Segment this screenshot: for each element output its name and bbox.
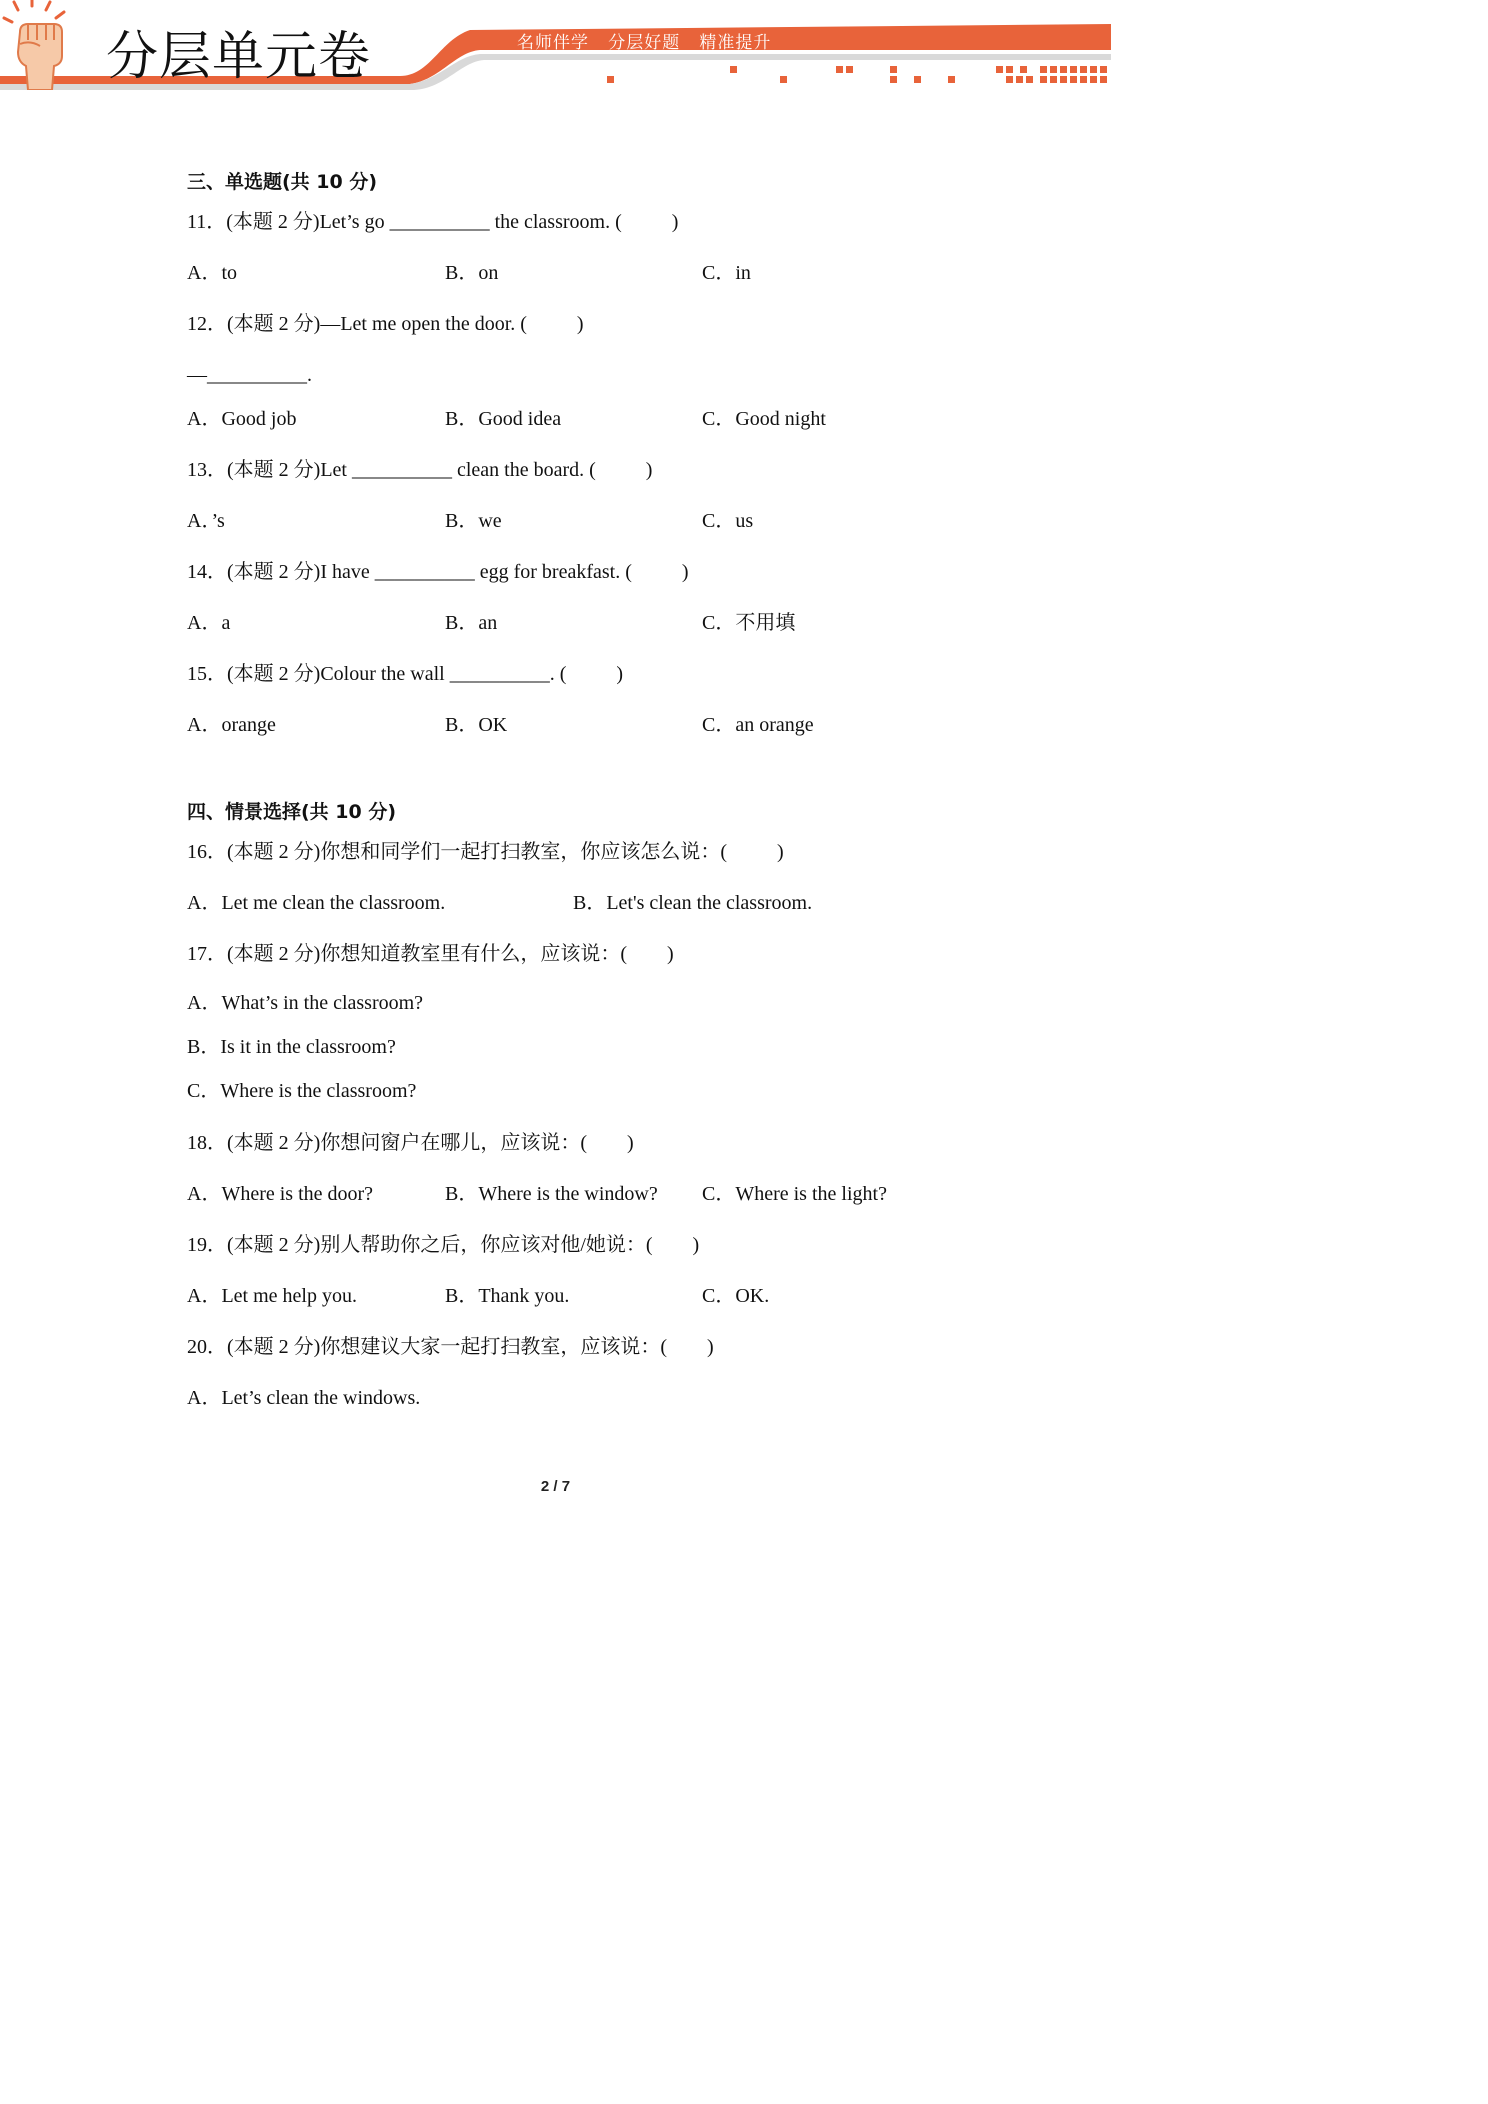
option-row <box>187 1276 1047 1327</box>
page-number: 2 / 7 <box>540 1478 571 1495</box>
option-a[interactable]: A．’s <box>187 510 225 532</box>
option-row <box>187 603 1047 654</box>
option-row <box>187 883 1047 934</box>
option-a[interactable]: A．Good job <box>187 408 297 430</box>
option-a[interactable]: A．Let me clean the classroom. <box>187 892 446 914</box>
question-stem: 18．(本题 2 分)你想问窗户在哪儿，应该说：( ) <box>187 1132 634 1154</box>
option-a[interactable]: A．Let me help you. <box>187 1285 357 1307</box>
option-b[interactable]: B．on <box>445 262 499 284</box>
option-b[interactable]: B．Is it in the classroom? <box>187 1036 396 1058</box>
question-stem: 15．(本题 2 分)Colour the wall __________. ( ) <box>187 663 624 685</box>
option-b[interactable]: B．Thank you. <box>445 1285 570 1307</box>
option-row <box>187 399 1047 450</box>
question-stem: 20．(本题 2 分)你想建议大家一起打扫教室，应该说：( ) <box>187 1336 714 1358</box>
option-a[interactable]: A．orange <box>187 714 276 736</box>
page-header <box>0 0 1111 110</box>
option-a[interactable]: A．to <box>187 262 237 284</box>
option-c[interactable]: C．OK. <box>702 1285 770 1307</box>
option-c[interactable]: C．Where is the light? <box>702 1183 887 1205</box>
brand-title: 分层单元卷 <box>106 27 372 87</box>
option-c[interactable]: C．an orange <box>702 714 814 736</box>
question-stem: 14．(本题 2 分)I have __________ egg for breakfast. ( ) <box>187 561 689 583</box>
question-stem: 12．(本题 2 分)—Let me open the door. ( ) <box>187 313 584 335</box>
option-row <box>187 501 1047 552</box>
header-slogan: 名师伴学 分层好题 精准提升 <box>517 33 772 53</box>
option-c[interactable]: C．us <box>702 510 754 532</box>
question-stem: 19．(本题 2 分)别人帮助你之后，你应该对他/她说：( ) <box>187 1234 700 1256</box>
option-row <box>187 1174 1047 1225</box>
option-a[interactable]: A．Let’s clean the windows. <box>187 1387 421 1409</box>
option-b[interactable]: B．an <box>445 612 498 634</box>
question-stem: 11．(本题 2 分)Let’s go __________ the classroom. ( ) <box>187 211 679 233</box>
option-b[interactable]: B．OK <box>445 714 508 736</box>
question-stem: 16．(本题 2 分)你想和同学们一起打扫教室，你应该怎么说：( ) <box>187 841 784 863</box>
answer-blank-line: —__________. <box>187 364 312 386</box>
fist-icon <box>0 0 84 90</box>
option-c[interactable]: C．Good night <box>702 408 826 430</box>
question-stem: 13．(本题 2 分)Let __________ clean the board. ( ) <box>187 459 653 481</box>
option-b[interactable]: B．Where is the window? <box>445 1183 658 1205</box>
option-c[interactable]: C．不用填 <box>702 612 796 634</box>
section-title: 四、情景选择(共 10 分) <box>187 801 397 823</box>
section-gap <box>187 756 1047 792</box>
option-c[interactable]: C．Where is the classroom? <box>187 1080 417 1102</box>
option-row <box>187 253 1047 304</box>
option-a[interactable]: A．What’s in the classroom? <box>187 992 424 1014</box>
option-a[interactable]: A．a <box>187 612 231 634</box>
option-b[interactable]: B．Let's clean the classroom. <box>573 892 813 914</box>
option-b[interactable]: B．we <box>445 510 502 532</box>
option-row <box>187 705 1047 756</box>
option-b[interactable]: B．Good idea <box>445 408 562 430</box>
exam-content <box>187 162 1047 1429</box>
option-c[interactable]: C．in <box>702 262 751 284</box>
option-row <box>187 1378 1047 1429</box>
section-title: 三、单选题(共 10 分) <box>187 171 378 193</box>
question-stem: 17．(本题 2 分)你想知道教室里有什么，应该说：( ) <box>187 943 674 965</box>
option-a[interactable]: A．Where is the door? <box>187 1183 374 1205</box>
